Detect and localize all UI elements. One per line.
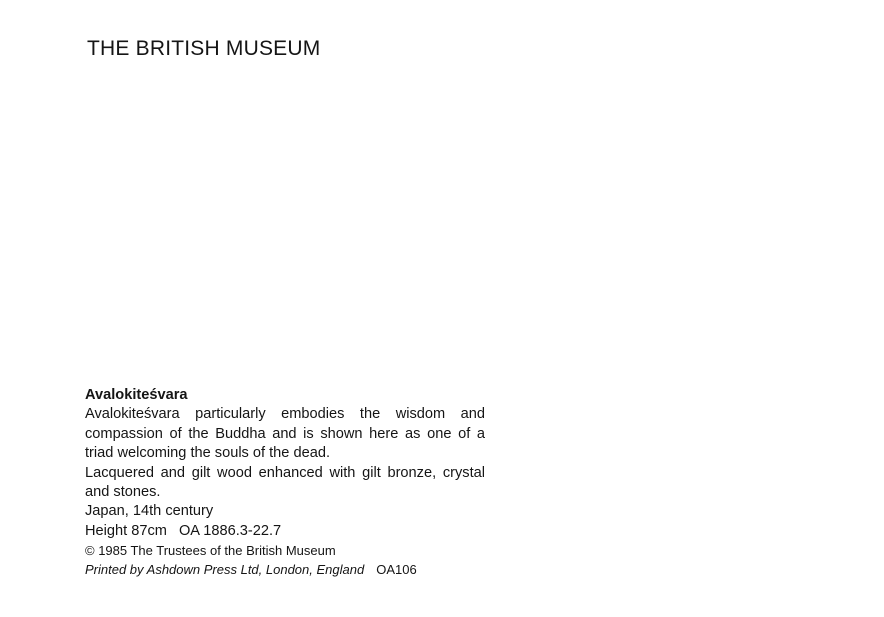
object-description: Avalokiteśvara particularly embodies the wisdom and compassion of the Buddha and is shown here as one of a triad welcoming the souls of the dead.	[85, 406, 485, 462]
registration-number: OA 1886.3-22.7	[178, 522, 282, 539]
object-materials: Lacquered and gilt wood enhanced with gilt bronze, crystal and stones.	[85, 464, 485, 501]
object-dimensions-row	[85, 522, 485, 541]
printer-credit: Printed by Ashdown Press Ltd, London, England	[85, 562, 365, 578]
copyright-notice: © 1985 The Trustees of the British Museum	[85, 543, 336, 559]
card-code: OA106	[376, 562, 417, 578]
object-title: Avalokiteśvara	[85, 387, 188, 403]
caption-block	[85, 386, 485, 579]
printer-row	[85, 560, 485, 579]
object-origin: Japan, 14th century	[85, 503, 214, 520]
object-height: Height 87cm	[85, 522, 167, 539]
museum-name: THE BRITISH MUSEUM	[87, 37, 321, 60]
